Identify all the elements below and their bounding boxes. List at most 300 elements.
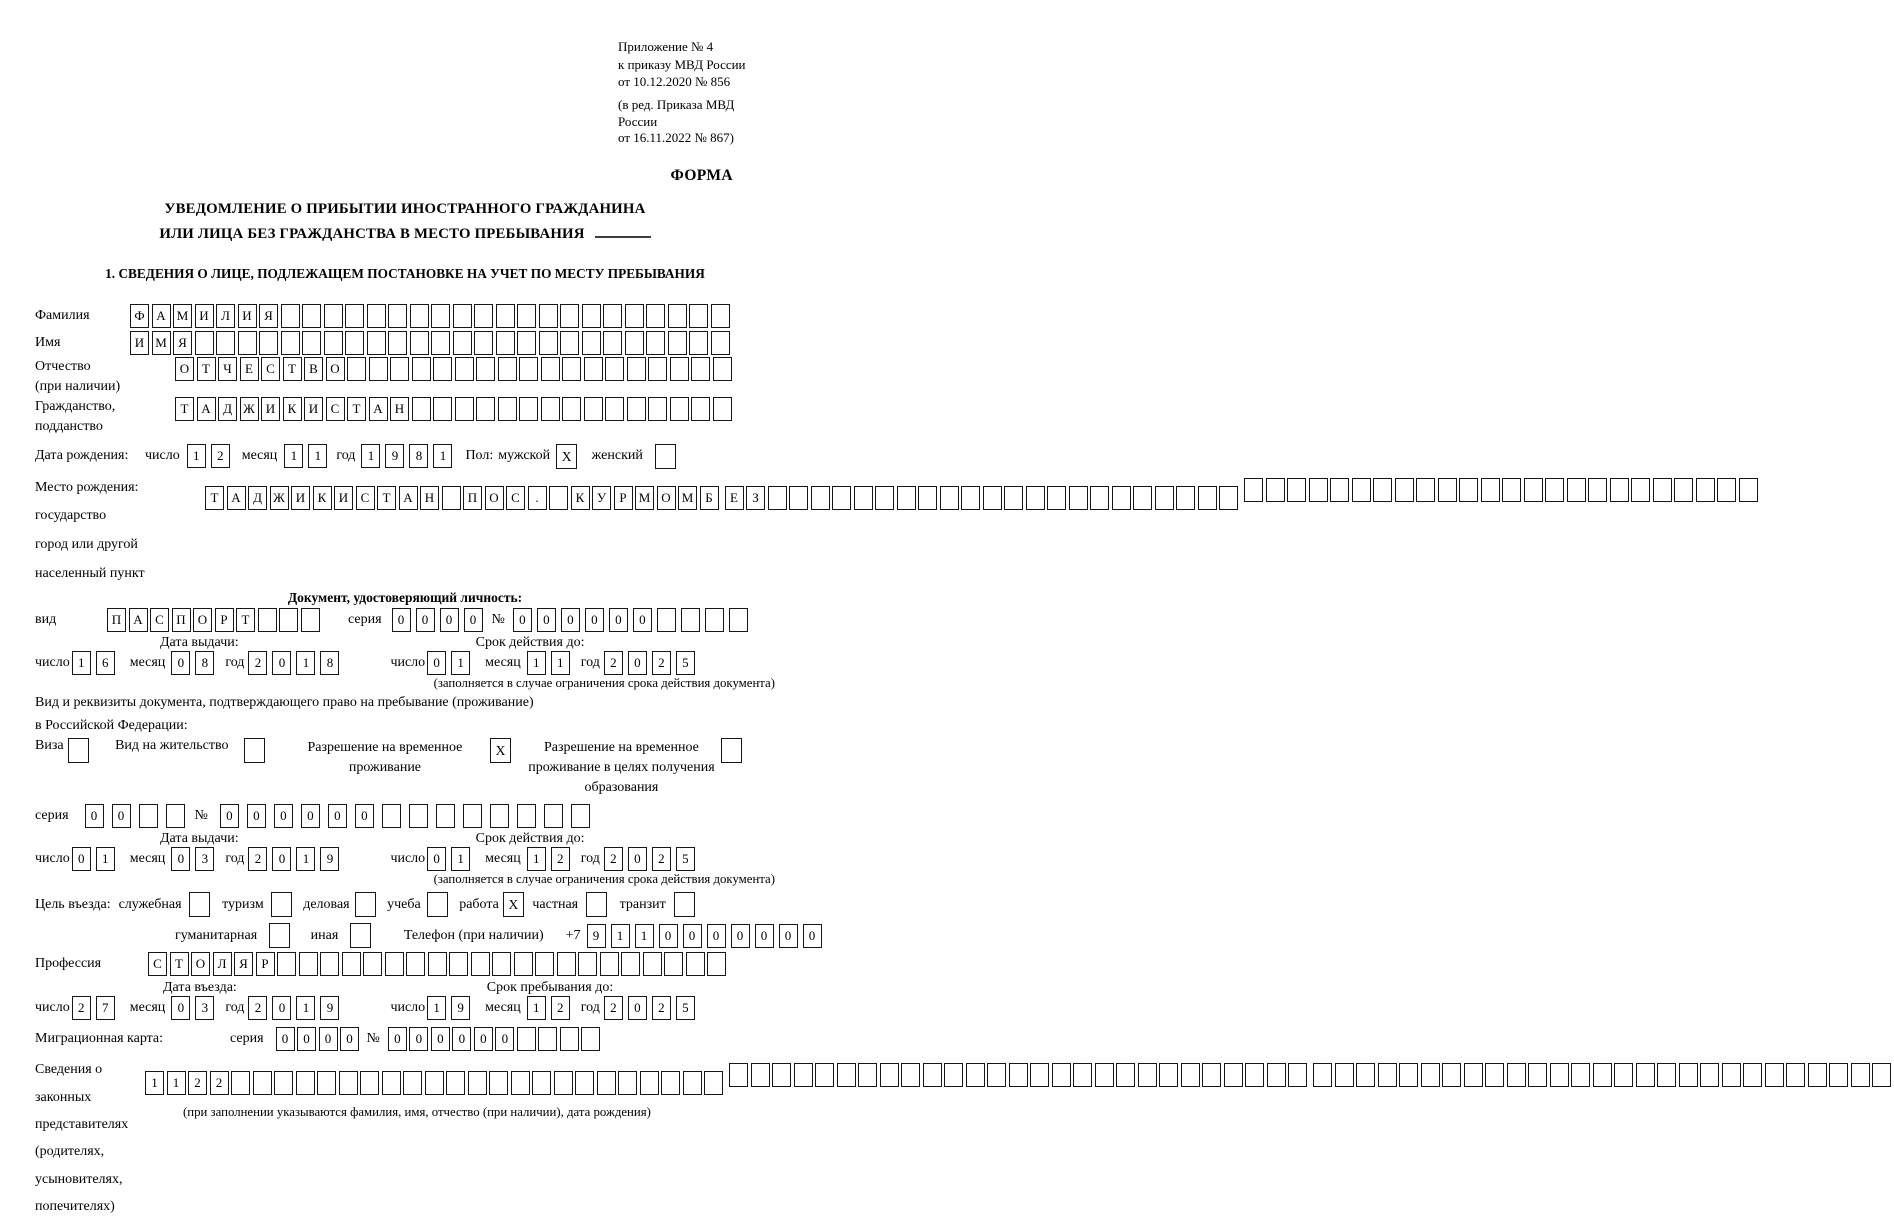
- char-cell: Д: [248, 486, 267, 510]
- birthplace-boxes-1: [205, 486, 721, 510]
- char-cell: [492, 952, 511, 976]
- char-cell: 1: [527, 651, 546, 675]
- char-cell: К: [571, 486, 590, 510]
- identity-valid-date: число 0 1 месяц 1 1 год 2 0 2 5: [390, 651, 699, 675]
- char-cell: 0: [328, 804, 347, 828]
- residence-dates-row: [35, 847, 775, 871]
- char-cell: [603, 304, 622, 328]
- char-cell: 1: [635, 924, 654, 948]
- char-cell: [789, 486, 808, 510]
- char-cell: 0: [427, 847, 446, 871]
- char-cell: [231, 1071, 250, 1095]
- char-cell: [382, 1071, 401, 1095]
- char-cell: [923, 1063, 942, 1087]
- stay-until-label: Срок пребывания до:: [486, 980, 614, 996]
- char-cell: [661, 1071, 680, 1095]
- residence-intro-2: в Российской Федерации:: [35, 717, 188, 733]
- char-cell: [539, 331, 558, 355]
- char-cell: [1313, 1063, 1332, 1087]
- char-cell: О: [326, 357, 345, 381]
- char-cell: 0: [561, 608, 580, 632]
- char-cell: [345, 304, 364, 328]
- char-cell: [944, 1063, 963, 1087]
- char-cell: [707, 952, 726, 976]
- visa-label: Виза: [35, 737, 64, 753]
- char-cell: 0: [585, 608, 604, 632]
- identity-issue-date: число 1 6 месяц 0 8 год 2 0 1 8: [35, 651, 344, 675]
- char-cell: 2: [248, 847, 267, 871]
- char-cell: И: [195, 304, 214, 328]
- char-cell: [1593, 1063, 1612, 1087]
- char-cell: 0: [452, 1027, 471, 1051]
- char-cell: [1524, 478, 1543, 502]
- citizenship-label: Гражданство, подданство: [35, 399, 116, 435]
- form-title-line1: УВЕДОМЛЕНИЕ О ПРИБЫТИИ ИНОСТРАННОГО ГРАЖДАНИНА: [164, 201, 646, 218]
- char-cell: [1610, 478, 1629, 502]
- residence-permit-checkbox: [244, 738, 265, 763]
- char-cell: 9: [587, 924, 606, 948]
- entry-dates-row: [35, 996, 775, 1020]
- char-cell: 0: [272, 847, 291, 871]
- char-cell: [367, 331, 386, 355]
- stay-until-date: число 1 9 месяц 1 2 год 2 0 2 5: [390, 996, 699, 1020]
- char-cell: [320, 952, 339, 976]
- char-cell: [431, 331, 450, 355]
- char-cell: [1133, 486, 1152, 510]
- char-cell: [347, 357, 366, 381]
- char-cell: [324, 331, 343, 355]
- edition-line: (в ред. Приказа МВД России: [618, 96, 735, 129]
- residence-permit-label: Вид на жительство: [115, 737, 229, 753]
- phone-label: Телефон (при наличии): [403, 927, 544, 943]
- char-cell: [1399, 1063, 1418, 1087]
- char-cell: [360, 1071, 379, 1095]
- char-cell: Т: [175, 397, 194, 421]
- char-cell: 1: [551, 651, 570, 675]
- char-cell: [324, 304, 343, 328]
- char-cell: [581, 1027, 600, 1051]
- char-cell: [711, 331, 730, 355]
- char-cell: 9: [385, 444, 404, 468]
- char-cell: [1159, 1063, 1178, 1087]
- char-cell: [1288, 1063, 1307, 1087]
- char-cell: [517, 804, 536, 828]
- char-cell: [274, 1071, 293, 1095]
- char-cell: [648, 357, 667, 381]
- char-cell: [772, 1063, 791, 1087]
- char-cell: [605, 397, 624, 421]
- char-cell: [412, 357, 431, 381]
- residence-note: (заполняется в случае ограничения срока действия документа): [433, 872, 775, 887]
- char-cell: С: [356, 486, 375, 510]
- char-cell: 1: [361, 444, 380, 468]
- char-cell: [1116, 1063, 1135, 1087]
- char-cell: М: [173, 304, 192, 328]
- char-cell: [388, 331, 407, 355]
- char-cell: [713, 357, 732, 381]
- char-cell: [557, 952, 576, 976]
- identity-date-headers: [35, 635, 775, 651]
- char-cell: [704, 1071, 723, 1095]
- char-cell: [490, 804, 509, 828]
- char-cell: [691, 357, 710, 381]
- char-cell: А: [152, 304, 171, 328]
- identity-series-label: серия: [348, 611, 382, 627]
- appendix-reference: [618, 38, 775, 91]
- birthdate-label: Дата рождения:: [35, 448, 129, 464]
- char-cell: [1395, 478, 1414, 502]
- char-cell: 5: [676, 847, 695, 871]
- char-cell: М: [635, 486, 654, 510]
- char-cell: [367, 304, 386, 328]
- char-cell: [618, 1071, 637, 1095]
- char-cell: 2: [652, 651, 671, 675]
- char-cell: [643, 952, 662, 976]
- purpose-tourism-checkbox: [271, 892, 292, 917]
- char-cell: З: [746, 486, 765, 510]
- char-cell: [1528, 1063, 1547, 1087]
- char-cell: 2: [188, 1071, 207, 1095]
- char-cell: 0: [609, 608, 628, 632]
- char-cell: И: [261, 397, 280, 421]
- representatives-label: Сведения о законных представителях (родителях, усыновителях, попечителях): [35, 1062, 129, 1214]
- char-cell: [1155, 486, 1174, 510]
- char-cell: [511, 1071, 530, 1095]
- visa-checkbox: [68, 738, 89, 763]
- char-cell: [625, 304, 644, 328]
- purpose-label: Цель въезда:: [35, 896, 111, 912]
- char-cell: [1095, 1063, 1114, 1087]
- char-cell: [1244, 478, 1263, 502]
- char-cell: [689, 331, 708, 355]
- char-cell: 0: [85, 804, 104, 828]
- char-cell: [549, 486, 568, 510]
- char-cell: 0: [171, 651, 190, 675]
- char-cell: [541, 397, 560, 421]
- char-cell: [1851, 1063, 1870, 1087]
- char-cell: 0: [112, 804, 131, 828]
- char-cell: [1026, 486, 1045, 510]
- char-cell: 1: [145, 1071, 164, 1095]
- residence-date-headers: [35, 831, 775, 847]
- purpose-transit-checkbox: [674, 892, 695, 917]
- char-cell: [517, 1027, 536, 1051]
- firstname-boxes: [130, 331, 732, 355]
- char-cell: 2: [652, 996, 671, 1020]
- char-cell: Я: [259, 304, 278, 328]
- char-cell: [691, 397, 710, 421]
- char-cell: [385, 952, 404, 976]
- char-cell: 9: [320, 996, 339, 1020]
- migration-card-label: Миграционная карта:: [35, 1031, 164, 1047]
- char-cell: [474, 304, 493, 328]
- appendix-line: от 10.12.2020 № 856: [618, 74, 731, 90]
- char-cell: [369, 357, 388, 381]
- char-cell: 0: [355, 804, 374, 828]
- representatives-boxes-3: [1313, 1063, 1894, 1087]
- migration-series-boxes: [276, 1027, 362, 1051]
- char-cell: [541, 357, 560, 381]
- char-cell: [1872, 1063, 1891, 1087]
- char-cell: 0: [628, 996, 647, 1020]
- representatives-boxes-stack: [145, 1056, 1894, 1120]
- char-cell: [538, 1027, 557, 1051]
- surname-label: Фамилия: [35, 307, 90, 323]
- representatives-boxes-2: [729, 1063, 1310, 1087]
- char-cell: [1550, 1063, 1569, 1087]
- char-cell: 0: [513, 608, 532, 632]
- char-cell: 8: [320, 651, 339, 675]
- residence-number-boxes: [220, 804, 598, 828]
- char-cell: [277, 952, 296, 976]
- char-cell: А: [399, 486, 418, 510]
- char-cell: [455, 397, 474, 421]
- char-cell: [562, 357, 581, 381]
- phone-prefix: +7: [565, 927, 581, 943]
- char-cell: [554, 1071, 573, 1095]
- char-cell: [1421, 1063, 1440, 1087]
- sex-female-label: женский: [591, 448, 643, 464]
- char-cell: С: [150, 608, 169, 632]
- char-cell: [1829, 1063, 1848, 1087]
- char-cell: 0: [392, 608, 411, 632]
- char-cell: [446, 1071, 465, 1095]
- char-cell: [811, 486, 830, 510]
- char-cell: [517, 331, 536, 355]
- identity-kind-row: [35, 608, 775, 632]
- char-cell: [621, 952, 640, 976]
- purpose-business-label: деловая: [303, 896, 350, 912]
- char-cell: [345, 331, 364, 355]
- char-cell: [296, 1071, 315, 1095]
- char-cell: [1309, 478, 1328, 502]
- char-cell: [1657, 1063, 1676, 1087]
- char-cell: [339, 1071, 358, 1095]
- char-cell: [1181, 1063, 1200, 1087]
- char-cell: 0: [495, 1027, 514, 1051]
- char-cell: [363, 952, 382, 976]
- char-cell: [442, 486, 461, 510]
- char-cell: [301, 608, 320, 632]
- char-cell: 2: [72, 996, 91, 1020]
- birthdate-year: год 1 9 8 1: [336, 444, 457, 468]
- char-cell: Т: [205, 486, 224, 510]
- residence-series-row: [35, 804, 775, 828]
- char-cell: [858, 1063, 877, 1087]
- char-cell: [281, 331, 300, 355]
- char-cell: [1502, 478, 1521, 502]
- migration-series-label: серия: [230, 1031, 264, 1047]
- char-cell: [987, 1063, 1006, 1087]
- sex-male-label: мужской: [498, 448, 551, 464]
- char-cell: [253, 1071, 272, 1095]
- char-cell: [711, 304, 730, 328]
- char-cell: 6: [96, 651, 115, 675]
- char-cell: 7: [96, 996, 115, 1020]
- char-cell: [1567, 478, 1586, 502]
- char-cell: Т: [347, 397, 366, 421]
- char-cell: И: [238, 304, 257, 328]
- char-cell: [535, 952, 554, 976]
- edition-reference: [618, 97, 775, 148]
- char-cell: [560, 331, 579, 355]
- char-cell: [1636, 1063, 1655, 1087]
- char-cell: [1416, 478, 1435, 502]
- char-cell: [471, 952, 490, 976]
- char-cell: [794, 1063, 813, 1087]
- purpose-row-2: [175, 923, 816, 948]
- sex-label: Пол:: [465, 448, 494, 464]
- char-cell: [281, 304, 300, 328]
- char-cell: 0: [474, 1027, 493, 1051]
- char-cell: 0: [427, 651, 446, 675]
- char-cell: [433, 357, 452, 381]
- char-cell: 0: [464, 608, 483, 632]
- char-cell: [646, 331, 665, 355]
- char-cell: 0: [779, 924, 798, 948]
- citizenship-boxes: [175, 397, 734, 421]
- char-cell: [519, 397, 538, 421]
- residence-number-label: №: [194, 808, 208, 824]
- char-cell: К: [313, 486, 332, 510]
- char-cell: [571, 804, 590, 828]
- char-cell: О: [191, 952, 210, 976]
- purpose-official-label: служебная: [118, 896, 182, 912]
- char-cell: А: [369, 397, 388, 421]
- char-cell: Ч: [218, 357, 237, 381]
- char-cell: Т: [283, 357, 302, 381]
- char-cell: Т: [197, 357, 216, 381]
- char-cell: [238, 331, 257, 355]
- char-cell: Я: [173, 331, 192, 355]
- char-cell: 2: [210, 1071, 229, 1095]
- char-cell: [1090, 486, 1109, 510]
- residence-options-row: [35, 738, 775, 799]
- char-cell: [1674, 478, 1693, 502]
- char-cell: [412, 397, 431, 421]
- char-cell: [575, 1071, 594, 1095]
- char-cell: И: [334, 486, 353, 510]
- char-cell: [705, 608, 724, 632]
- char-cell: [382, 804, 401, 828]
- purpose-private-label: частная: [532, 896, 579, 912]
- char-cell: [431, 304, 450, 328]
- birthdate-month: месяц 1 1: [242, 444, 333, 468]
- char-cell: 2: [604, 996, 623, 1020]
- char-cell: 1: [167, 1071, 186, 1095]
- char-cell: 0: [707, 924, 726, 948]
- char-cell: [498, 357, 517, 381]
- title-blank-underline: [595, 236, 651, 238]
- char-cell: [436, 804, 455, 828]
- char-cell: [1224, 1063, 1243, 1087]
- char-cell: 2: [652, 847, 671, 871]
- char-cell: [1198, 486, 1217, 510]
- char-cell: 0: [440, 608, 459, 632]
- purpose-other-checkbox: [350, 923, 371, 948]
- citizenship-row: [35, 397, 775, 438]
- char-cell: [166, 804, 185, 828]
- patronymic-boxes: [175, 357, 734, 381]
- char-cell: 9: [451, 996, 470, 1020]
- char-cell: 1: [451, 651, 470, 675]
- char-cell: И: [130, 331, 149, 355]
- char-cell: [648, 397, 667, 421]
- char-cell: 0: [340, 1027, 359, 1051]
- char-cell: [1808, 1063, 1827, 1087]
- char-cell: [1507, 1063, 1526, 1087]
- char-cell: [897, 486, 916, 510]
- char-cell: [425, 1071, 444, 1095]
- char-cell: 0: [72, 847, 91, 871]
- identity-kind-label: вид: [35, 611, 57, 627]
- char-cell: [1459, 478, 1478, 502]
- char-cell: 0: [220, 804, 239, 828]
- representatives-boxes-1: [145, 1071, 726, 1095]
- char-cell: [514, 952, 533, 976]
- char-cell: [966, 1063, 985, 1087]
- identity-valid-label: Срок действия до:: [475, 634, 585, 650]
- purpose-official-checkbox: [189, 892, 210, 917]
- patronymic-row: [35, 357, 775, 398]
- char-cell: Ж: [270, 486, 289, 510]
- identity-note: (заполняется в случае ограничения срока действия документа): [433, 675, 775, 690]
- char-cell: [1743, 1063, 1762, 1087]
- char-cell: [1335, 1063, 1354, 1087]
- char-cell: 0: [683, 924, 702, 948]
- birthdate-day: число 1 2: [145, 444, 235, 468]
- char-cell: [1245, 1063, 1264, 1087]
- char-cell: [815, 1063, 834, 1087]
- char-cell: Т: [236, 608, 255, 632]
- char-cell: М: [152, 331, 171, 355]
- char-cell: [901, 1063, 920, 1087]
- char-cell: Е: [725, 486, 744, 510]
- char-cell: 0: [633, 608, 652, 632]
- char-cell: [603, 331, 622, 355]
- char-cell: [433, 397, 452, 421]
- char-cell: [544, 804, 563, 828]
- purpose-work-label: работа: [459, 896, 499, 912]
- char-cell: [1047, 486, 1066, 510]
- appendix-line: к приказу МВД России: [618, 56, 746, 72]
- identity-series-boxes: [392, 608, 488, 632]
- char-cell: 2: [604, 847, 623, 871]
- birthplace-label: Место рождения: государство город или другой населенный пункт: [35, 479, 145, 581]
- char-cell: 2: [248, 651, 267, 675]
- purpose-humanitarian-checkbox: [269, 923, 290, 948]
- char-cell: [983, 486, 1002, 510]
- char-cell: С: [326, 397, 345, 421]
- char-cell: Ж: [240, 397, 259, 421]
- char-cell: [729, 608, 748, 632]
- char-cell: [729, 1063, 748, 1087]
- char-cell: В: [304, 357, 323, 381]
- char-cell: [918, 486, 937, 510]
- char-cell: 0: [755, 924, 774, 948]
- migration-number-label: №: [366, 1031, 380, 1047]
- char-cell: 1: [308, 444, 327, 468]
- char-cell: 1: [187, 444, 206, 468]
- char-cell: 5: [676, 996, 695, 1020]
- char-cell: П: [463, 486, 482, 510]
- char-cell: [1631, 478, 1650, 502]
- char-cell: [302, 304, 321, 328]
- char-cell: 2: [551, 996, 570, 1020]
- char-cell: А: [197, 397, 216, 421]
- char-cell: О: [175, 357, 194, 381]
- char-cell: 0: [431, 1027, 450, 1051]
